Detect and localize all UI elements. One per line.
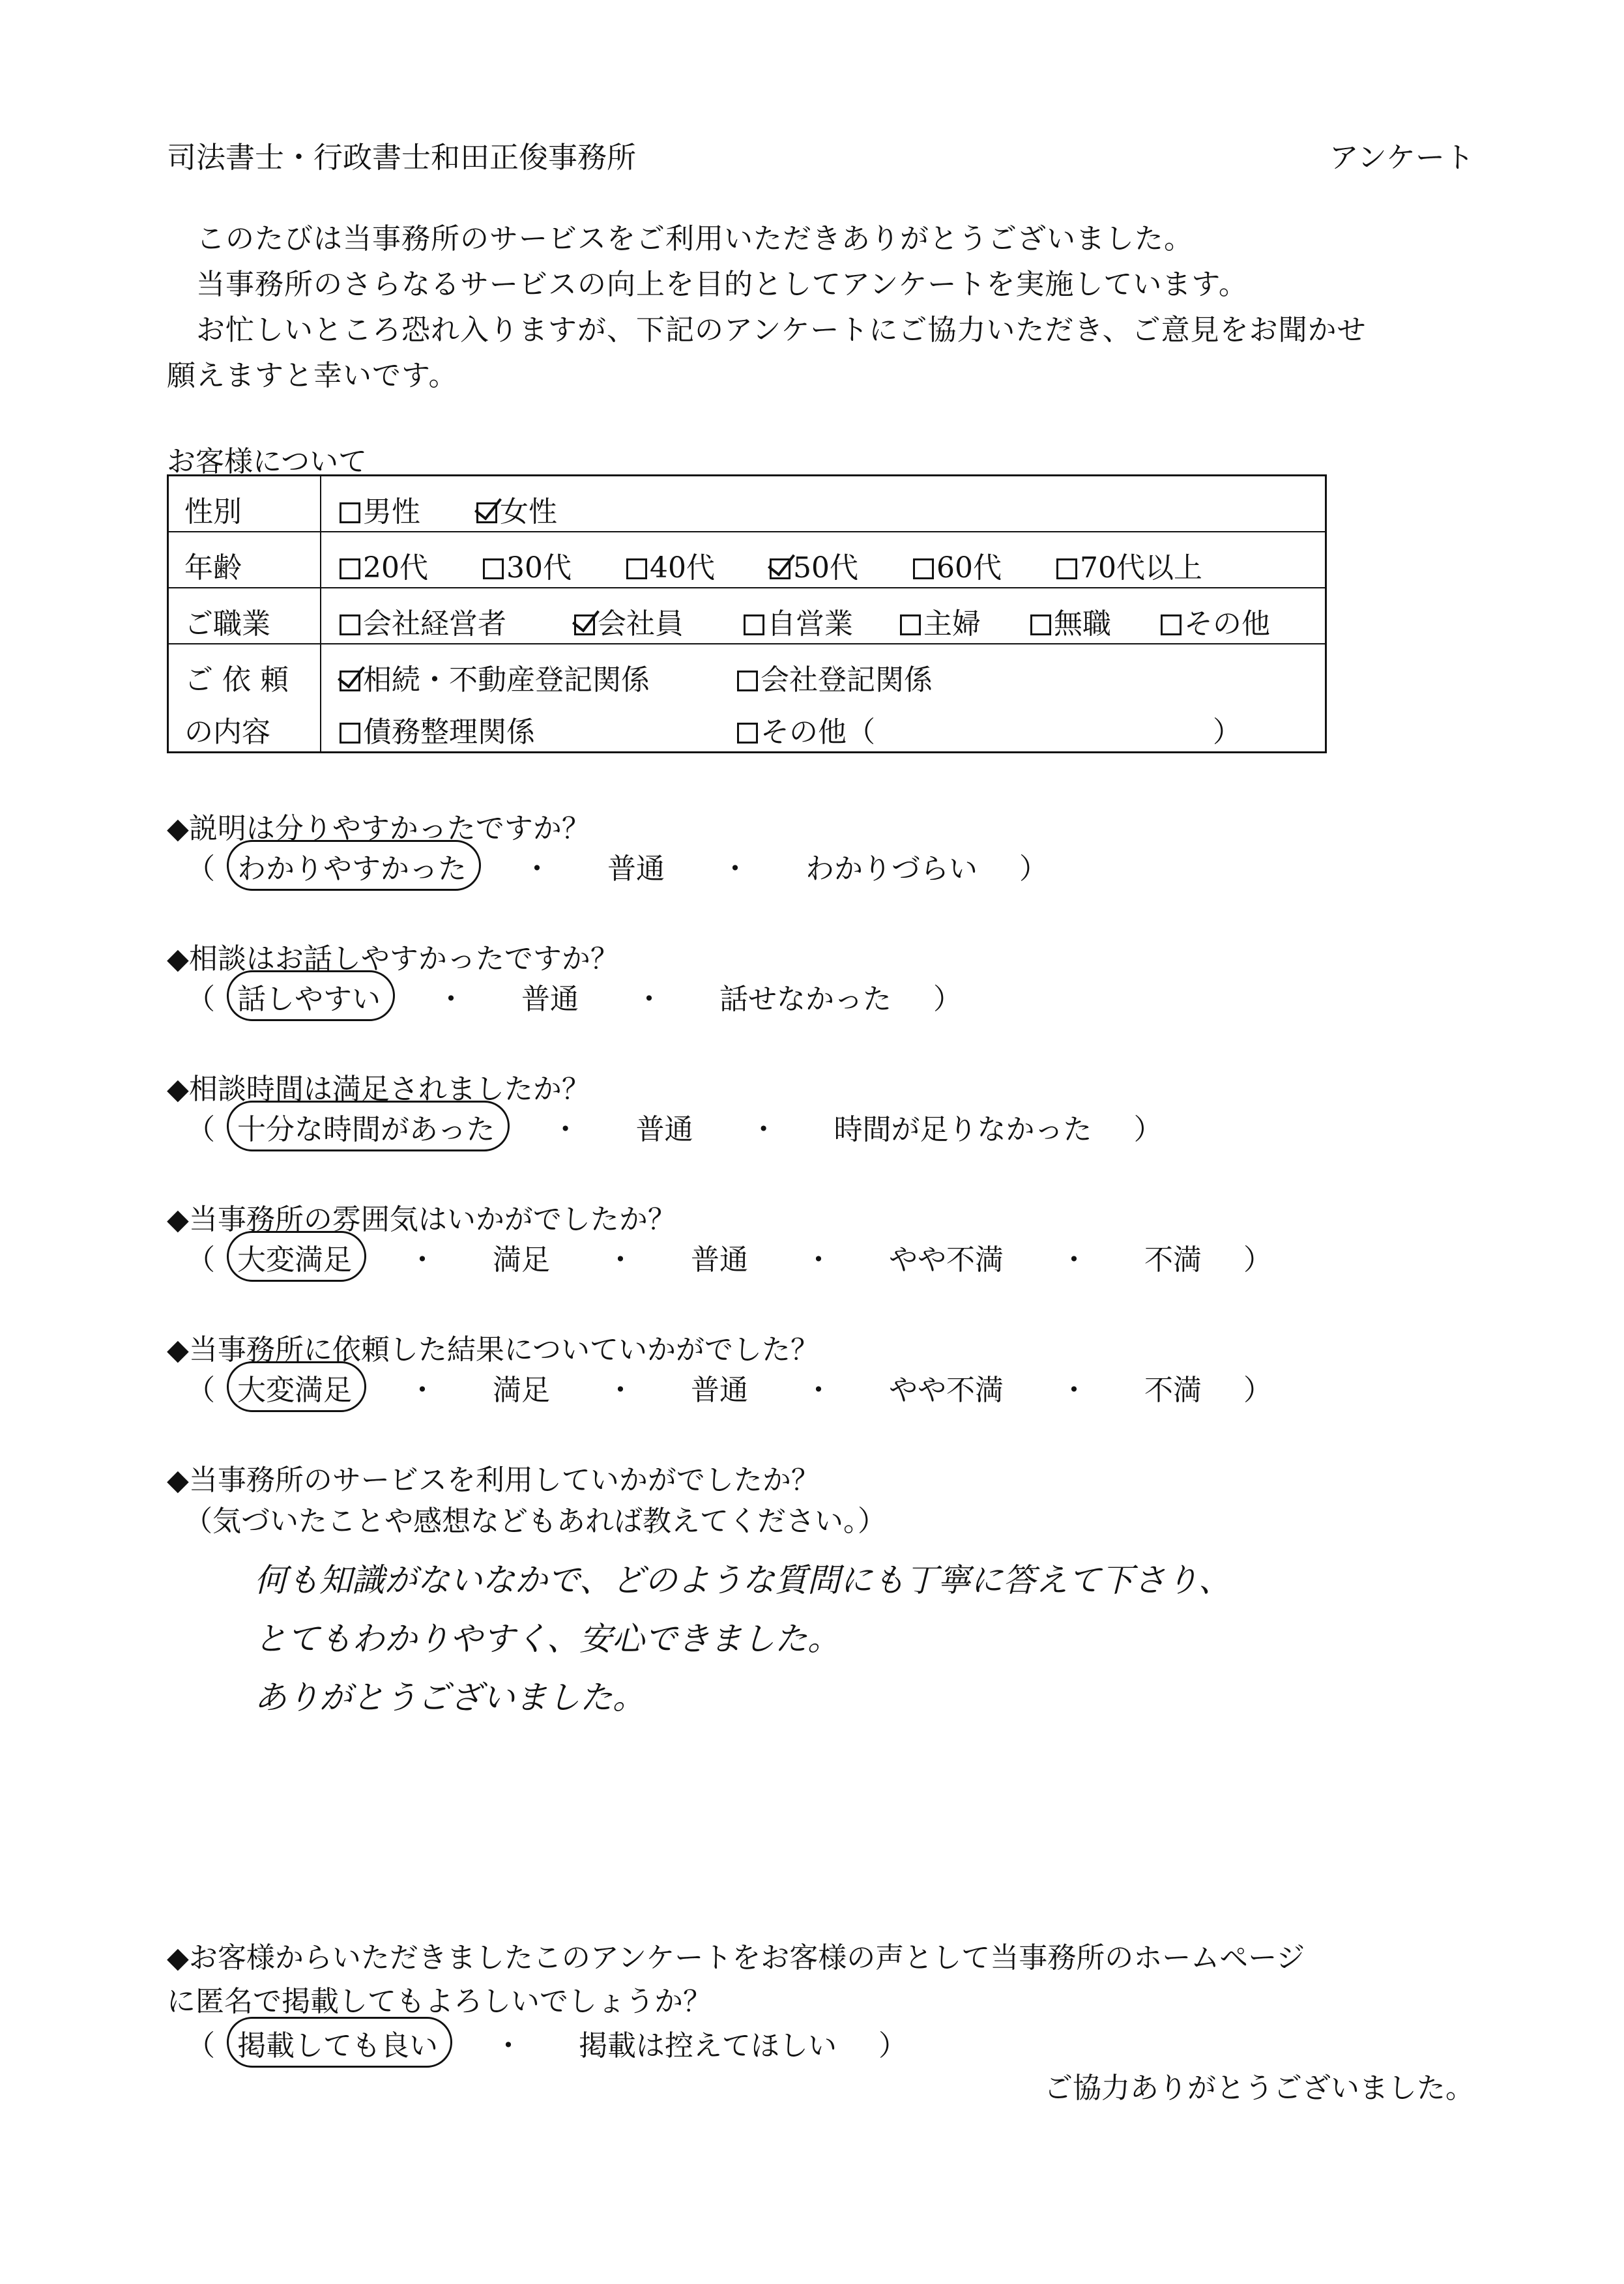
separator: ・ — [523, 852, 551, 886]
option-text: 60代 — [936, 551, 1002, 585]
option-text: 無職 — [1054, 607, 1111, 641]
paren-close: ） — [933, 983, 962, 1016]
answer-choice-selected[interactable]: わかりやすかった — [237, 845, 467, 887]
separator: ・ — [494, 2029, 523, 2062]
separator: ・ — [551, 1113, 580, 1146]
request-label-line2: の内容 — [184, 716, 270, 749]
checkbox-icon[interactable] — [737, 723, 758, 744]
separator: ・ — [804, 1374, 833, 1407]
checkbox-icon[interactable] — [340, 614, 360, 635]
handwritten-comment-line: 何も知識がないなかで、どのような質問にも丁寧に答えて下さり、 — [254, 1561, 1231, 1599]
paren-close: ） — [878, 2029, 907, 2062]
paren-close: ） — [1019, 852, 1048, 886]
request-row — [169, 644, 1325, 753]
option-text: 自営業 — [767, 607, 853, 641]
separator: ・ — [1060, 1243, 1088, 1277]
closing-thanks: ご協力ありがとうございました。 — [1044, 2072, 1474, 2105]
checkbox-icon[interactable] — [900, 614, 921, 635]
checkbox-icon[interactable] — [340, 502, 360, 523]
paren-open: （ — [186, 852, 215, 886]
option-text: その他 — [1184, 607, 1270, 641]
age-row — [169, 532, 1325, 588]
separator: ・ — [635, 983, 663, 1016]
option-text: 70代以上 — [1080, 551, 1202, 585]
customer-section-title: お客様について — [167, 445, 368, 478]
intro-line: お忙しいところ恐れ入りますが、下記のアンケートにご協力いただき、ご意見をお聞かせ — [167, 313, 1367, 347]
checkbox-icon[interactable] — [744, 614, 764, 635]
separator: ・ — [804, 1243, 833, 1277]
separator: ・ — [408, 1374, 437, 1407]
option-text: 50代 — [793, 551, 858, 585]
office-name: 司法書士・行政書士和田正俊事務所 — [167, 140, 637, 175]
gender-row — [169, 476, 1325, 532]
option-text: 20代 — [363, 551, 428, 585]
publish-answers — [186, 2022, 907, 2064]
separator: ・ — [1060, 1374, 1088, 1407]
occupation-label-cell — [169, 588, 321, 643]
answer-choice-selected[interactable]: 十分な時間があった — [237, 1106, 495, 1148]
occupation-row — [169, 588, 1325, 644]
separator: ・ — [606, 1374, 635, 1407]
option-text: 主婦 — [923, 607, 981, 641]
question-title: ◆相談はお話しやすかったですか？ — [167, 942, 619, 976]
option-text: その他（ — [761, 716, 875, 749]
age-label-cell — [169, 532, 321, 587]
intro-line: 当事務所のさらなるサービスの向上を目的としてアンケートを実施しています。 — [167, 268, 1248, 301]
answer-choice[interactable]: 満足 — [493, 1243, 550, 1277]
question-title: ◆説明は分りやすかったですか？ — [167, 812, 590, 845]
occupation-label: ご職業 — [184, 607, 270, 641]
answer-choice[interactable]: 普通 — [691, 1374, 748, 1407]
request-option-debt[interactable] — [340, 708, 535, 750]
checkbox-icon[interactable] — [913, 558, 934, 579]
age-option-30s[interactable] — [483, 544, 572, 586]
checkbox-icon[interactable] — [1056, 558, 1077, 579]
paren-close: ） — [1243, 1374, 1272, 1407]
question-answers — [186, 845, 1048, 887]
answer-choice[interactable]: やや不満 — [889, 1243, 1004, 1277]
age-label: 年齢 — [184, 551, 242, 585]
occupation-option-unemployed[interactable] — [1030, 600, 1111, 642]
option-text: 相続・不動産登記関係 — [363, 663, 650, 697]
paren-close: ） — [1243, 1243, 1272, 1277]
answer-choice[interactable]: 不満 — [1144, 1374, 1202, 1407]
paren-open: （ — [186, 983, 215, 1016]
question-title: ◆当事務所に依頼した結果についていかがでした？ — [167, 1333, 819, 1366]
publish-question-line1: ◆お客様からいただきましたこのアンケートをお客様の声として当事務所のホームページ — [167, 1941, 1305, 1974]
question-answers — [186, 1236, 1272, 1278]
checked-checkbox-icon[interactable] — [574, 614, 595, 635]
question-title: ◆当事務所の雰囲気はいかがでしたか？ — [167, 1203, 676, 1236]
option-text: 40代 — [650, 551, 715, 585]
age-option-50s[interactable] — [770, 544, 858, 586]
separator: ・ — [721, 852, 749, 886]
checked-checkbox-icon[interactable] — [340, 671, 360, 691]
checkbox-icon[interactable] — [340, 558, 360, 579]
question-title: ◆相談時間は満足されましたか？ — [167, 1073, 590, 1106]
answer-choice[interactable]: やや不満 — [889, 1374, 1004, 1407]
answer-choice[interactable]: 掲載は控えてほしい — [579, 2029, 837, 2062]
checked-checkbox-icon[interactable] — [770, 558, 790, 579]
question-answers — [186, 976, 962, 1017]
answer-choice[interactable]: 普通 — [607, 852, 665, 886]
checkbox-icon[interactable] — [737, 671, 758, 691]
publish-question-line2: に匿名で掲載してもよろしいでしょうか？ — [167, 1985, 712, 2018]
answer-choice-selected[interactable]: 大変満足 — [237, 1236, 352, 1278]
checkbox-icon[interactable] — [1030, 614, 1051, 635]
intro-line: 願えますと幸いです。 — [167, 359, 458, 392]
checked-checkbox-icon[interactable] — [476, 502, 497, 523]
paren-open: （ — [186, 1374, 215, 1407]
occupation-option-other[interactable] — [1161, 600, 1270, 642]
request-label-cell — [169, 644, 321, 753]
checkbox-icon[interactable] — [1161, 614, 1182, 635]
occupation-option-employee[interactable] — [574, 600, 684, 642]
answer-choice[interactable]: 話せなかった — [719, 983, 892, 1016]
request-other-close-paren: ） — [1213, 716, 1241, 749]
gender-label-cell — [169, 476, 321, 531]
answer-choice[interactable]: 普通 — [635, 1113, 693, 1146]
option-text: 債務整理関係 — [363, 716, 535, 749]
answer-choice[interactable]: 不満 — [1144, 1243, 1202, 1277]
option-text: 会社登記関係 — [761, 663, 933, 697]
feedback-title: ◆当事務所のサービスを利用していかがでしたか？ — [167, 1464, 820, 1497]
paren-open: （ — [186, 2029, 215, 2062]
answer-choice[interactable]: 満足 — [493, 1374, 550, 1407]
answer-choice-selected[interactable]: 大変満足 — [237, 1366, 352, 1408]
customer-info-table — [167, 474, 1327, 753]
request-option-corporate[interactable] — [737, 656, 933, 698]
answer-choice-selected[interactable]: 話しやすい — [237, 976, 381, 1017]
option-text: 女性 — [500, 495, 557, 528]
request-option-inheritance[interactable] — [340, 656, 650, 698]
handwritten-comment-line: とてもわかりやすく、安心できました。 — [254, 1620, 840, 1658]
answer-choice-selected[interactable]: 掲載しても良い — [237, 2022, 438, 2064]
checkbox-icon[interactable] — [340, 723, 360, 744]
occupation-option-executive[interactable] — [340, 600, 506, 642]
request-option-other[interactable] — [737, 708, 875, 750]
age-option-70s-plus[interactable] — [1056, 544, 1202, 586]
option-text: 男性 — [363, 495, 420, 528]
gender-option-female[interactable] — [476, 488, 557, 530]
answer-choice[interactable]: 時間が足りなかった — [834, 1113, 1092, 1146]
paren-open: （ — [186, 1113, 215, 1146]
document-type: アンケート — [1329, 140, 1474, 175]
intro-line: このたびは当事務所のサービスをご利用いただきありがとうございました。 — [167, 222, 1193, 255]
gender-label: 性別 — [184, 495, 242, 528]
feedback-subtitle: （気づいたことや感想などもあれば教えてください。） — [184, 1505, 886, 1538]
paren-open: （ — [186, 1243, 215, 1277]
checkbox-icon[interactable] — [626, 558, 647, 579]
option-text: 30代 — [506, 551, 572, 585]
answer-choice[interactable]: 普通 — [521, 983, 579, 1016]
question-answers — [186, 1366, 1272, 1408]
question-answers — [186, 1106, 1163, 1148]
option-text: 会社員 — [598, 607, 684, 641]
checkbox-icon[interactable] — [483, 558, 504, 579]
occupation-option-self-employed[interactable] — [744, 600, 853, 642]
age-option-20s[interactable] — [340, 544, 428, 586]
separator: ・ — [437, 983, 465, 1016]
option-text: 会社経営者 — [363, 607, 506, 641]
answer-choice[interactable]: わかりづらい — [805, 852, 978, 886]
answer-choice[interactable]: 普通 — [691, 1243, 748, 1277]
age-option-60s[interactable] — [913, 544, 1002, 586]
age-option-40s[interactable] — [626, 544, 715, 586]
gender-option-male[interactable] — [340, 488, 420, 530]
separator: ・ — [408, 1243, 437, 1277]
separator: ・ — [749, 1113, 778, 1146]
separator: ・ — [606, 1243, 635, 1277]
occupation-option-homemaker[interactable] — [900, 600, 981, 642]
handwritten-comment-line: ありがとうございました。 — [254, 1679, 645, 1716]
paren-close: ） — [1133, 1113, 1163, 1146]
request-label-line1: ご依頼 — [184, 663, 298, 697]
